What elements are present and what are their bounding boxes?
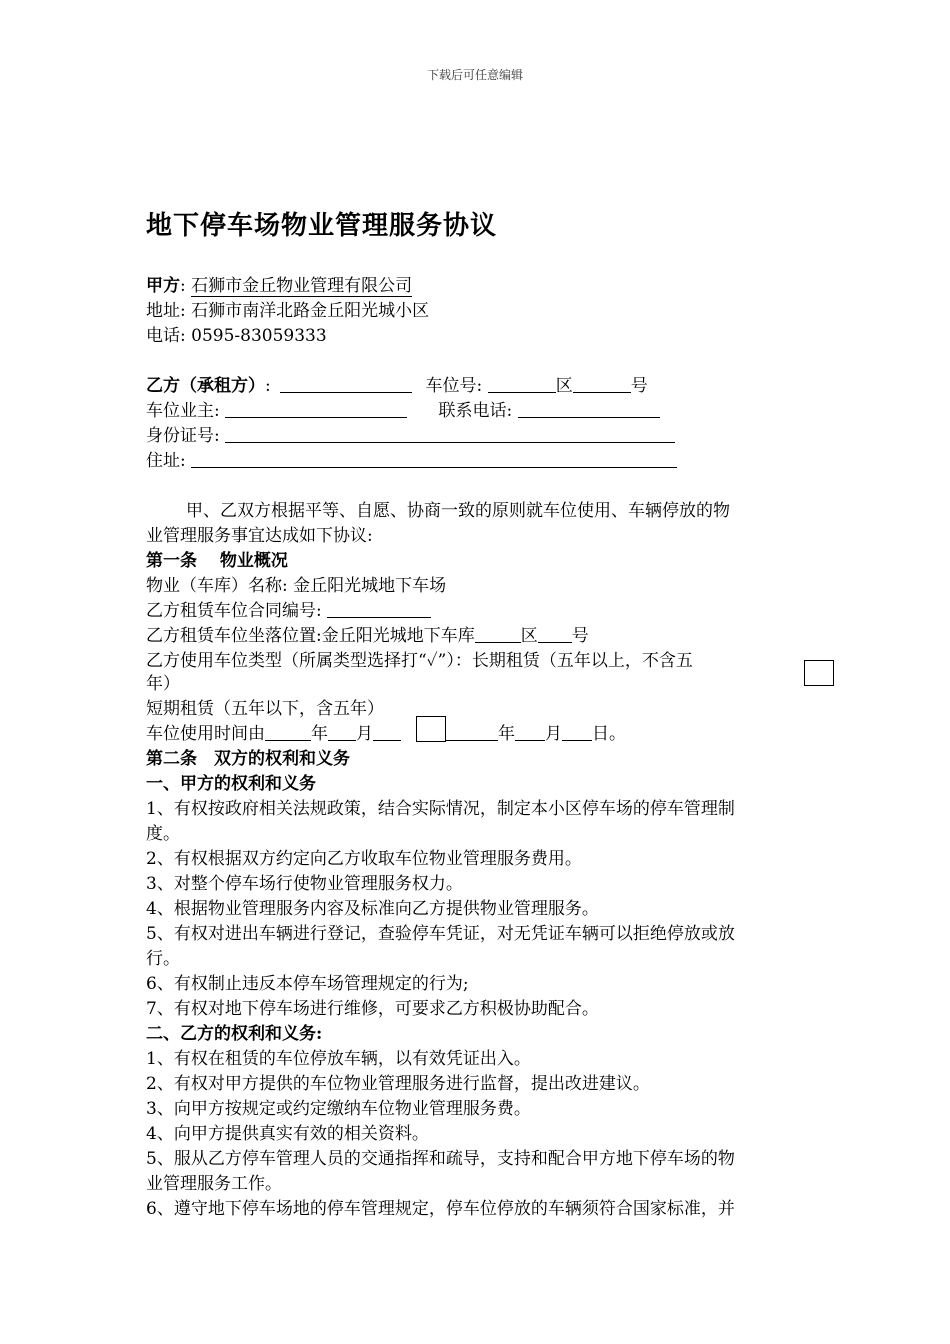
type-line-2: 年） [146,674,180,694]
party-b-name-field[interactable] [280,375,412,393]
party-a-label: 甲方 [146,276,180,296]
document-title: 地下停车场物业管理服务协议 [146,211,498,241]
location-number-field[interactable] [538,625,572,643]
start-day-field[interactable] [373,723,401,741]
id-field[interactable] [225,425,675,443]
party-a-phone-line: 电话: 0595-83059333 [146,326,327,346]
short-term-line: 短期租赁（五年以下，含五年） [146,699,384,719]
space-zone-field[interactable] [488,375,556,393]
end-year-field[interactable] [442,723,498,741]
list-item: 4、根据物业管理服务内容及标准向乙方提供物业管理服务。 [146,899,599,919]
end-day-label: 日。 [592,724,626,744]
party-a-address: 石狮市南洋北路金丘阳光城小区 [191,301,430,321]
location-zone-suffix: 区 [520,626,538,646]
article-2-heading: 第二条 双方的权利和义务 [146,749,350,769]
contact-field[interactable] [518,400,660,418]
party-b-line: 乙方（承租方）: 车位号: 区 号 [146,376,648,396]
location-value: 金丘阳光城地下车库 [321,626,475,646]
list-item: 1、有权在租赁的车位停放车辆，以有效凭证出入。 [146,1049,531,1069]
time-prefix: 车位使用时间由 [146,724,265,744]
short-term-checkbox[interactable] [416,716,446,742]
party-a-address-line: 地址: 石狮市南洋北路金丘阳光城小区 [146,301,430,321]
intro-line-2: 业管理服务事宜达成如下协议: [146,526,373,546]
list-item: 3、对整个停车场行使物业管理服务权力。 [146,874,463,894]
address-line [146,449,677,474]
location-number-suffix: 号 [571,626,589,646]
start-month-label: 月 [356,724,373,744]
id-line [146,424,675,449]
list-item: 行。 [146,949,180,969]
property-line [146,574,446,599]
party-b-rights-heading: 二、乙方的权利和义务: [146,1024,323,1044]
party-b-label: 乙方（承租方） [146,376,265,396]
property-name: 金丘阳光城地下车场 [293,576,447,596]
list-item: 1、有权按政府相关法规政策，结合实际情况，制定本小区停车场的停车管理制 [146,799,735,819]
party-a-name: 石狮市金丘物业管理有限公司 [191,276,413,296]
list-item: 6、有权制止违反本停车场管理规定的行为; [146,974,469,994]
space-number-field[interactable] [573,375,631,393]
number-suffix: 号 [630,376,648,396]
article-1-heading: 第一条 物业概况 [146,551,288,571]
list-item: 6、遵守地下停车场地的停车管理规定，停车位停放的车辆须符合国家标准，并 [146,1199,735,1219]
start-year-field[interactable] [265,723,311,741]
start-year-label: 年 [311,724,328,744]
type-line-1: 乙方使用车位类型（所属类型选择打“✓”）：长期租赁（五年以上，不含五 [146,651,693,671]
contract-field[interactable] [327,600,431,618]
party-a-phone-label: 电话 [146,326,180,346]
location-zone-field[interactable] [475,625,521,643]
location-line [146,624,589,649]
list-item: 7、有权对地下停车场进行维修，可要求乙方积极协助配合。 [146,999,599,1019]
party-b-address-field[interactable] [191,450,677,468]
end-year-label: 年 [498,724,515,744]
party-a-phone: 0595-83059333 [191,326,327,346]
location-label: 乙方租赁车位坐落位置: [146,626,322,646]
long-term-checkbox[interactable] [804,660,834,686]
list-item: 3、向甲方按规定或约定缴纳车位物业管理服务费。 [146,1099,531,1119]
party-b-address-label: 住址: [146,451,186,471]
zone-suffix: 区 [555,376,573,396]
owner-label: 车位业主: [146,401,220,421]
page-header-note: 下载后可任意编辑 [426,68,523,82]
list-item: 业管理服务工作。 [146,1174,282,1194]
contract-label: 乙方租赁车位合同编号: [146,601,322,621]
end-month-field[interactable] [515,723,545,741]
space-no-label: 车位号: [425,376,483,396]
property-label: 物业（车库）名称: [146,576,288,596]
time-line [146,722,626,747]
contract-line [146,599,431,624]
contact-label: 联系电话: [438,401,513,421]
owner-line [146,399,660,424]
list-item: 4、向甲方提供真实有效的相关资料。 [146,1124,429,1144]
list-item: 5、服从乙方停车管理人员的交通指挥和疏导，支持和配合甲方地下停车场的物 [146,1149,735,1169]
list-item: 5、有权对进出车辆进行登记，查验停车凭证，对无凭证车辆可以拒绝停放或放 [146,924,735,944]
list-item: 2、有权对甲方提供的车位物业管理服务进行监督，提出改进建议。 [146,1074,650,1094]
end-month-label: 月 [545,724,562,744]
id-label: 身份证号: [146,426,220,446]
party-a-address-label: 地址 [146,301,180,321]
intro-line-1: 甲、乙双方根据平等、自愿、协商一致的原则就车位使用、车辆停放的物 [186,501,730,521]
party-a-line: 甲方: 石狮市金丘物业管理有限公司 [146,276,413,296]
list-item: 2、有权根据双方约定向乙方收取车位物业管理服务费用。 [146,849,582,869]
start-month-field[interactable] [328,723,356,741]
owner-field[interactable] [225,400,407,418]
party-a-rights-heading: 一、甲方的权利和义务 [146,774,316,794]
list-item: 度。 [146,824,180,844]
end-day-field[interactable] [562,723,592,741]
